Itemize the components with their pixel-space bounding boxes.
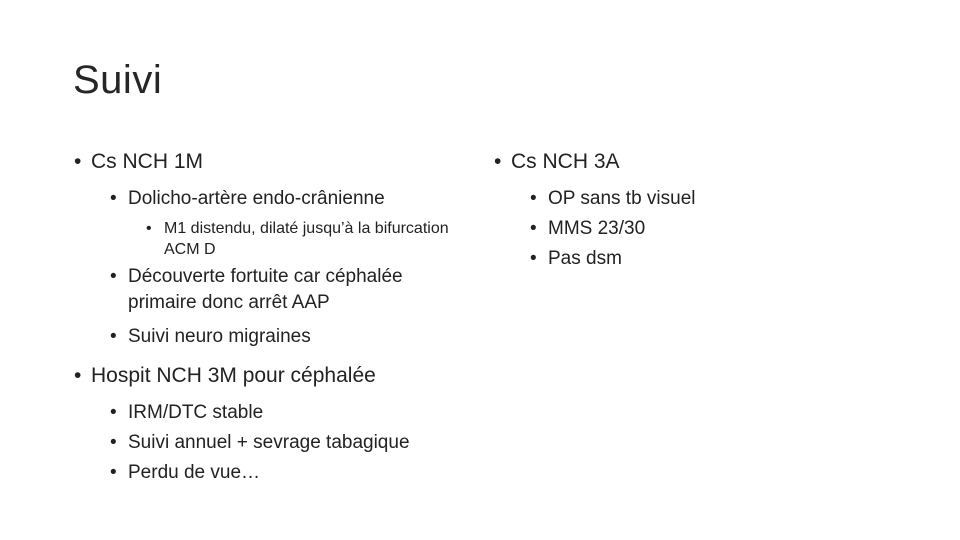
- bullet-icon: •: [530, 188, 537, 209]
- bullet-op-sans-tb: [530, 184, 894, 214]
- bullet-text: Hospit NCH 3M pour céphalée: [91, 364, 376, 387]
- bullet-cs-nch-1m: [74, 146, 474, 178]
- right-column: [494, 146, 894, 274]
- bullet-icon: •: [74, 364, 82, 387]
- bullet-pas-dsm: [530, 244, 894, 274]
- bullet-icon: •: [110, 188, 117, 209]
- bullet-text: OP sans tb visuel: [548, 188, 696, 209]
- bullet-text: Pas dsm: [548, 248, 622, 269]
- bullet-icon: •: [110, 432, 117, 453]
- bullet-icon: •: [110, 266, 117, 287]
- bullet-irm-dtc: [110, 398, 474, 428]
- bullet-icon: •: [146, 220, 152, 237]
- bullet-cs-nch-3a: [494, 146, 894, 178]
- bullet-text: Cs NCH 3A: [511, 150, 620, 173]
- bullet-icon: •: [110, 402, 117, 423]
- bullet-icon: •: [530, 218, 537, 239]
- bullet-text: Cs NCH 1M: [91, 150, 204, 173]
- bullet-icon: •: [74, 150, 82, 173]
- bullet-perdu-de-vue: [110, 458, 474, 488]
- left-column: [74, 146, 474, 488]
- bullet-dolicho: [110, 184, 474, 214]
- bullet-icon: •: [110, 462, 117, 483]
- bullet-text: Suivi annuel + sevrage tabagique: [128, 432, 410, 453]
- bullet-text: IRM/DTC stable: [128, 402, 264, 423]
- bullet-text: Suivi neuro migraines: [128, 326, 311, 347]
- bullet-text: Découverte fortuite car céphalée primaire donc arrêt AAP: [128, 266, 403, 313]
- bullet-text: MMS 23/30: [548, 218, 646, 239]
- bullet-mms: [530, 214, 894, 244]
- bullet-decouverte: [110, 264, 474, 316]
- bullet-text: M1 distendu, dilaté jusqu’à la bifurcation ACM D: [164, 220, 449, 258]
- bullet-icon: •: [110, 326, 117, 347]
- bullet-hospit-nch-3m: [74, 360, 474, 392]
- bullet-icon: •: [494, 150, 502, 173]
- bullet-icon: •: [530, 248, 537, 269]
- bullet-suivi-annuel: [110, 428, 474, 458]
- bullet-suivi-neuro: [110, 322, 474, 352]
- bullet-text: Perdu de vue…: [128, 462, 261, 483]
- slide-title: Suivi: [73, 58, 163, 102]
- bullet-m1-distendu: [146, 218, 474, 260]
- bullet-text: Dolicho-artère endo-crânienne: [128, 188, 385, 209]
